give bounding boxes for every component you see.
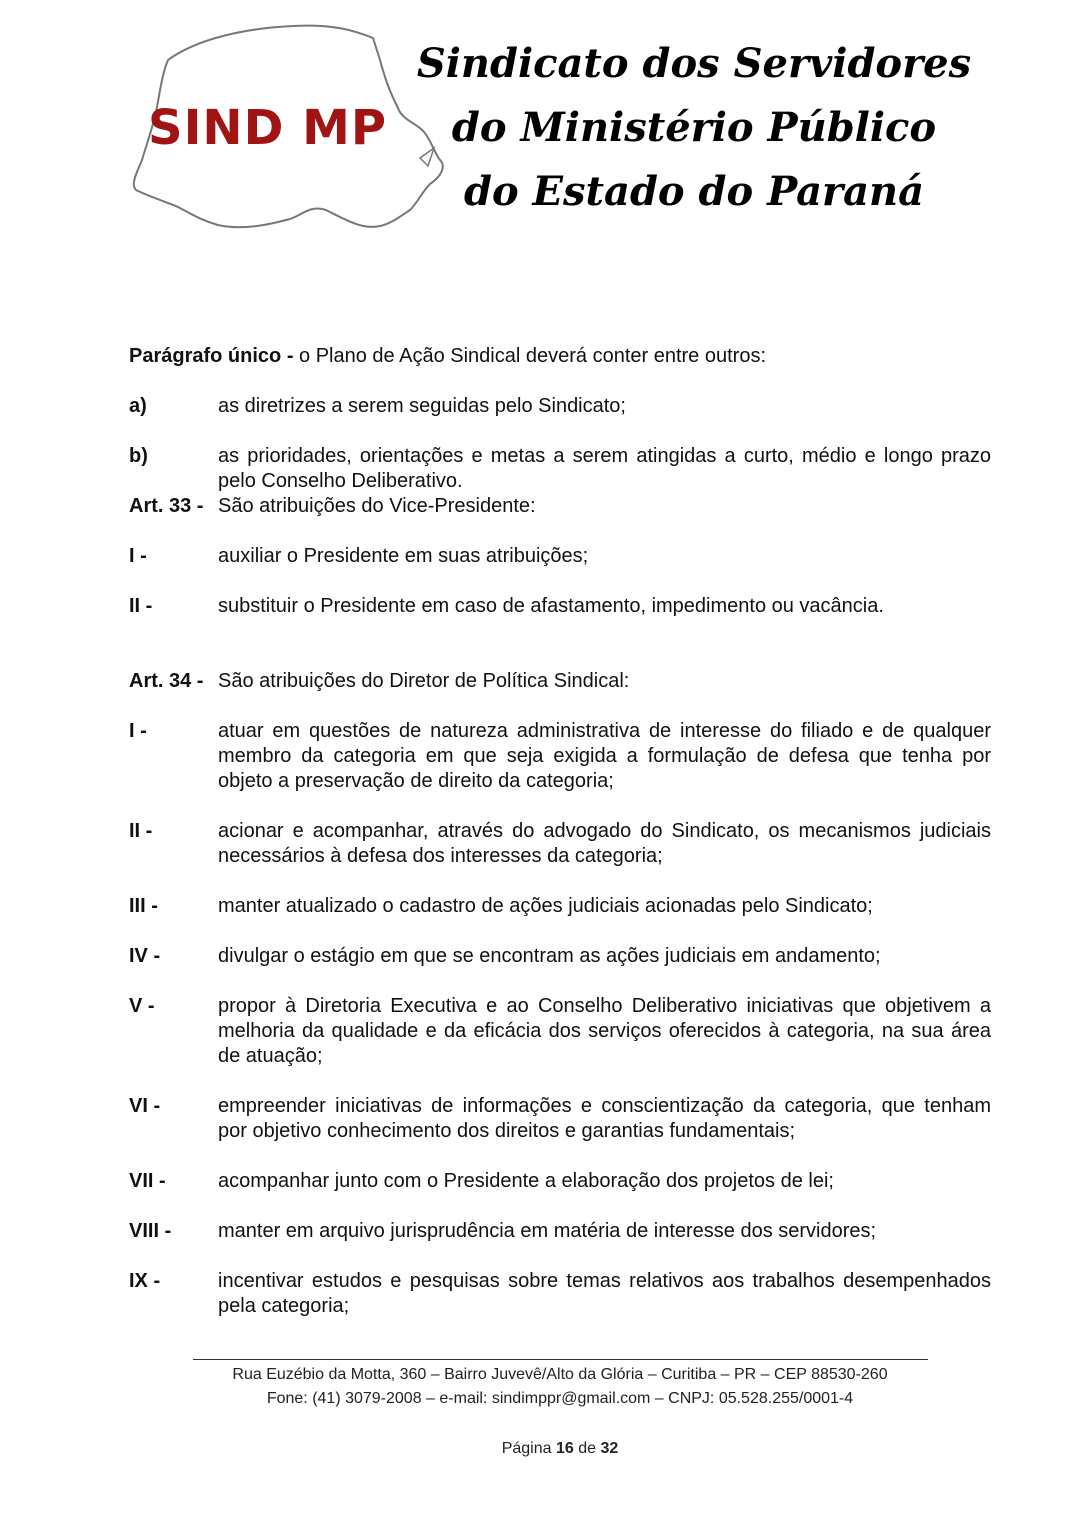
- list-item: [129, 994, 991, 1069]
- item-marker: VII -: [129, 1170, 166, 1192]
- item-text: propor à Diretoria Executiva e ao Conselho Deliberativo iniciativas que objetivem a melhoria da qualidade e da eficácia dos serviços oferecidos à categoria, na sua área de atuação;: [218, 995, 991, 1067]
- page-total: 32: [600, 1440, 619, 1457]
- item-marker: VIII -: [129, 1220, 172, 1242]
- article-34-heading: [129, 669, 991, 694]
- article-marker: Art. 34 -: [129, 670, 204, 692]
- list-item-a: [129, 394, 991, 419]
- page-word: Página: [501, 1440, 552, 1457]
- paragraph-label: Parágrafo único -: [129, 345, 294, 367]
- item-text: acionar e acompanhar, através do advogado do Sindicato, os mecanismos judiciais necessários à defesa dos interesses da categoria;: [218, 820, 991, 867]
- item-text: manter em arquivo jurisprudência em matéria de interesse dos servidores;: [218, 1220, 877, 1242]
- item-marker: II -: [129, 820, 153, 842]
- list-item: [129, 1094, 991, 1144]
- header-title-line-1: Sindicato dos Servidores: [416, 40, 972, 87]
- item-marker: IX -: [129, 1270, 161, 1292]
- list-item: [129, 719, 991, 794]
- list-item-b: [129, 444, 991, 494]
- item-marker: II -: [129, 595, 153, 617]
- letterhead: [0, 0, 1080, 260]
- item-marker: a): [129, 395, 147, 417]
- list-item: [129, 1269, 991, 1319]
- page-current: 16: [555, 1440, 574, 1457]
- list-item: [129, 944, 991, 969]
- item-marker: III -: [129, 895, 158, 917]
- article-text: São atribuições do Diretor de Política Sindical:: [218, 670, 630, 692]
- paragraph-text: o Plano de Ação Sindical deverá conter entre outros:: [293, 345, 767, 367]
- header-title-line-2: do Ministério Público: [451, 104, 937, 151]
- list-item: [129, 594, 991, 619]
- list-item: [129, 819, 991, 869]
- item-marker: I -: [129, 720, 147, 742]
- paragrafo-unico: [129, 344, 991, 369]
- item-text: as prioridades, orientações e metas a serem atingidas a curto, médio e longo prazo pelo Conselho Deliberativo.: [218, 445, 991, 492]
- item-text: manter atualizado o cadastro de ações judiciais acionadas pelo Sindicato;: [218, 895, 873, 917]
- footer-address: Rua Euzébio da Motta, 360 – Bairro Juvevê/Alto da Glória – Curitiba – PR – CEP 88530-260: [232, 1366, 888, 1383]
- item-text: incentivar estudos e pesquisas sobre temas relativos aos trabalhos desempenhados pela categoria;: [218, 1270, 991, 1317]
- list-item: [129, 1219, 991, 1244]
- list-item: [129, 544, 991, 569]
- item-text: atuar em questões de natureza administrativa de interesse do filiado e de qualquer membro da categoria em que seja exigida a formulação de defesa que tenha por objeto a preservação de direito da categoria;: [218, 720, 991, 792]
- page-of: de: [578, 1440, 597, 1457]
- item-marker: I -: [129, 545, 147, 567]
- article-text: São atribuições do Vice-Presidente:: [218, 495, 536, 517]
- article-marker: Art. 33 -: [129, 495, 204, 517]
- item-text: empreender iniciativas de informações e conscientização da categoria, que tenham por objetivo conhecimento dos direitos e garantias fundamentais;: [218, 1095, 991, 1142]
- item-text: auxiliar o Presidente em suas atribuições;: [218, 545, 589, 567]
- footer-contact: Fone: (41) 3079-2008 – e-mail: sindimppr@gmail.com – CNPJ: 05.528.255/0001-4: [266, 1390, 854, 1407]
- item-text: substituir o Presidente em caso de afastamento, impedimento ou vacância.: [218, 595, 884, 617]
- item-text: divulgar o estágio em que se encontram as ações judiciais em andamento;: [218, 945, 881, 967]
- item-text: as diretrizes a serem seguidas pelo Sindicato;: [218, 395, 626, 417]
- item-marker: b): [129, 445, 148, 467]
- item-marker: V -: [129, 995, 155, 1017]
- article-33-heading: [129, 494, 991, 519]
- footer-divider: [193, 1359, 928, 1360]
- header-title-line-3: do Estado do Paraná: [463, 168, 925, 215]
- document-body: [129, 344, 991, 1319]
- page-number: [0, 1440, 1080, 1458]
- item-marker: IV -: [129, 945, 161, 967]
- list-item: [129, 894, 991, 919]
- item-text: acompanhar junto com o Presidente a elaboração dos projetos de lei;: [218, 1170, 834, 1192]
- list-item: [129, 1169, 991, 1194]
- item-marker: VI -: [129, 1095, 161, 1117]
- sind-mp-logo: SIND MP: [148, 100, 388, 156]
